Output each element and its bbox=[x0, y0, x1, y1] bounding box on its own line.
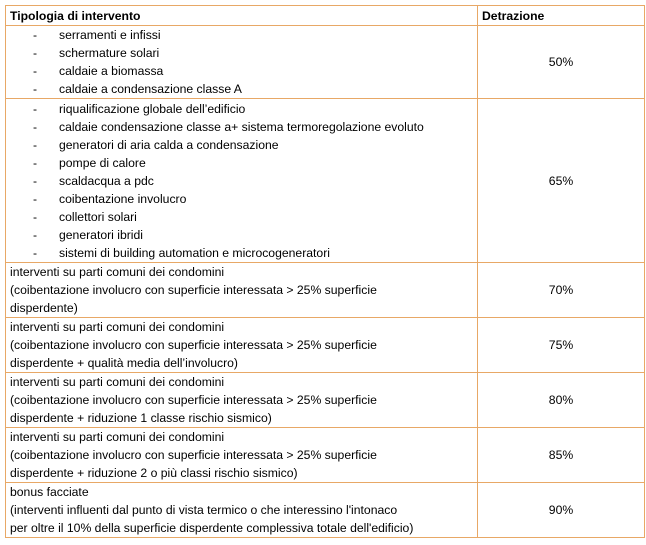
intervention-line: interventi su parti comuni dei condomini bbox=[10, 320, 225, 334]
list-item: - schermature solari bbox=[10, 44, 473, 62]
list-item: - pompe di calore bbox=[10, 154, 473, 172]
intervention-line: per oltre il 10% della superficie disperdente complessiva totale dell'edificio) bbox=[10, 521, 414, 535]
intervention-line: interventi su parti comuni dei condomini bbox=[10, 430, 225, 444]
list-item: - collettori solari bbox=[10, 208, 473, 226]
list-item: - coibentazione involucro bbox=[10, 190, 473, 208]
intervention-cell bbox=[6, 263, 478, 318]
intervention-line: bonus facciate bbox=[10, 485, 89, 499]
intervention-line: disperdente + qualità media dell’involucro) bbox=[10, 356, 238, 370]
intervention-line: (interventi influenti dal punto di vista termico o che interessino l'intonaco bbox=[10, 503, 398, 517]
deduction-value: 70% bbox=[478, 263, 645, 318]
table-row bbox=[6, 318, 645, 373]
intervention-line: (coibentazione involucro con superficie interessata > 25% superficie bbox=[10, 448, 377, 462]
deduction-value: 90% bbox=[478, 483, 645, 538]
intervention-cell bbox=[6, 26, 478, 99]
list-item: - riqualificazione globale dell’edificio bbox=[10, 100, 473, 118]
intervention-line: disperdente) bbox=[10, 301, 78, 315]
intervention-list bbox=[10, 26, 473, 98]
intervention-line: (coibentazione involucro con superficie interessata > 25% superficie bbox=[10, 393, 377, 407]
list-item: - generatori di aria calda a condensazione bbox=[10, 136, 473, 154]
list-item: - caldaie condensazione classe a+ sistema termoregolazione evoluto bbox=[10, 118, 473, 136]
intervention-cell bbox=[6, 99, 478, 263]
deduction-value: 75% bbox=[478, 318, 645, 373]
list-item: - serramenti e infissi bbox=[10, 26, 473, 44]
deduction-value: 65% bbox=[478, 99, 645, 263]
intervention-cell bbox=[6, 428, 478, 483]
deduction-value: 50% bbox=[478, 26, 645, 99]
intervention-cell bbox=[6, 373, 478, 428]
table-row bbox=[6, 428, 645, 483]
intervention-cell bbox=[6, 318, 478, 373]
list-item: - caldaie a biomassa bbox=[10, 62, 473, 80]
table-row bbox=[6, 263, 645, 318]
intervention-line: (coibentazione involucro con superficie interessata > 25% superficie bbox=[10, 338, 377, 352]
table-header-row bbox=[6, 6, 645, 26]
intervention-cell bbox=[6, 483, 478, 538]
list-item: - scaldacqua a pdc bbox=[10, 172, 473, 190]
deduction-table-wrapper bbox=[5, 5, 645, 538]
intervention-line: disperdente + riduzione 1 classe rischio sismico) bbox=[10, 411, 272, 425]
intervention-line: interventi su parti comuni dei condomini bbox=[10, 265, 225, 279]
intervention-line: (coibentazione involucro con superficie interessata > 25% superficie bbox=[10, 283, 377, 297]
table-row bbox=[6, 483, 645, 538]
table-row bbox=[6, 26, 645, 99]
intervention-line: disperdente + riduzione 2 o più classi rischio sismico) bbox=[10, 466, 298, 480]
deduction-table bbox=[5, 5, 645, 538]
header-deduction: Detrazione bbox=[478, 6, 645, 26]
list-item: - generatori ibridi bbox=[10, 226, 473, 244]
intervention-line: interventi su parti comuni dei condomini bbox=[10, 375, 225, 389]
table-row bbox=[6, 99, 645, 263]
list-item: - caldaie a condensazione classe A bbox=[10, 80, 473, 98]
table-row bbox=[6, 373, 645, 428]
list-item: - sistemi di building automation e microcogeneratori bbox=[10, 244, 473, 262]
header-intervention-type: Tipologia di intervento bbox=[6, 6, 478, 26]
deduction-value: 80% bbox=[478, 373, 645, 428]
deduction-value: 85% bbox=[478, 428, 645, 483]
intervention-list bbox=[10, 100, 473, 262]
